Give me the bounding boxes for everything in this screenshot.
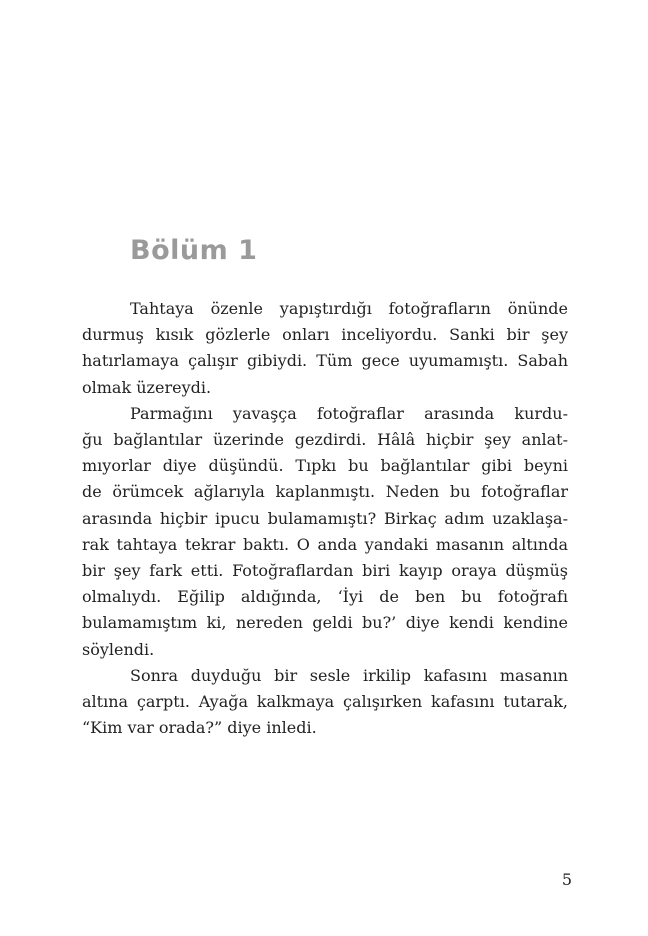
text-line: bir şey fark etti. Fotoğraflardan biri kayıp oraya düşmüş — [82, 561, 568, 581]
text-line: altına çarptı. Ayağa kalkmaya çalışırken kafasını tutarak, — [82, 692, 568, 712]
text-line: arasında hiçbir ipucu bulamamıştı? Birkaç adım uzaklaşa- — [82, 508, 568, 528]
text-line: olmak üzereydi. — [82, 377, 212, 397]
chapter-title: Bölüm 1 — [130, 235, 258, 266]
text-line: olmalıydı. Eğilip aldığında, ‘İyi de ben bu fotoğrafı — [82, 587, 568, 607]
body-text — [82, 296, 568, 741]
text-line: de örümcek ağlarıyla kaplanmıştı. Neden bu fotoğraflar — [82, 482, 568, 502]
paragraph-2 — [82, 401, 568, 663]
paragraph-3 — [82, 663, 568, 742]
text-line: durmuş kısık gözlerle onları inceliyordu. Sanki bir şey — [82, 325, 568, 345]
text-line: hatırlamaya çalışır gibiydi. Tüm gece uyumamıştı. Sabah — [82, 351, 568, 371]
page-number: 5 — [561, 870, 572, 889]
text-line: mıyorlar diye düşündü. Tıpkı bu bağlantılar gibi beyni — [82, 456, 568, 476]
text-line: bulamamıştım ki, nereden geldi bu?’ diye kendi kendine — [82, 613, 568, 633]
text-line: “Kim var orada?” diye inledi. — [82, 718, 317, 738]
text-line: Sonra duyduğu bir sesle irkilip kafasını masanın — [130, 665, 568, 685]
text-line: söylendi. — [82, 639, 155, 659]
paragraph-1 — [82, 296, 568, 401]
text-line: rak tahtaya tekrar baktı. O anda yandaki masanın altında — [82, 534, 568, 554]
text-line: Parmağını yavaşça fotoğraflar arasında kurdu- — [130, 403, 568, 423]
text-line: Tahtaya özenle yapıştırdığı fotoğrafların önünde — [130, 299, 568, 318]
text-line: ğu bağlantılar üzerinde gezdirdi. Hâlâ hiçbir şey anlat- — [82, 430, 568, 450]
